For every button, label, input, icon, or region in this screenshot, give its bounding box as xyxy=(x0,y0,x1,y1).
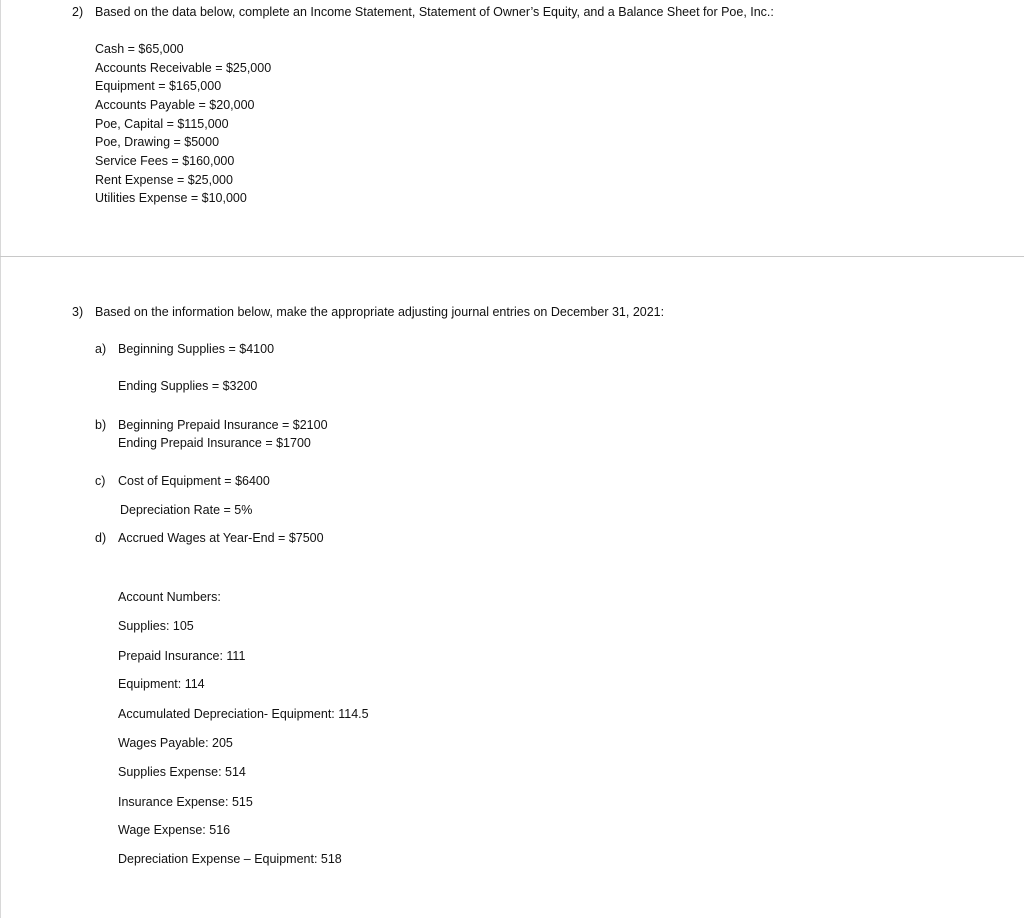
data-item-equipment: Equipment = $165,000 xyxy=(95,79,222,93)
question-3-number: 3) xyxy=(72,305,84,319)
data-item-rent-expense: Rent Expense = $25,000 xyxy=(95,173,233,187)
account-supplies: Supplies: 105 xyxy=(118,619,194,633)
account-numbers-heading: Account Numbers: xyxy=(118,590,221,604)
part-a-ending-supplies: Ending Supplies = $3200 xyxy=(118,379,258,393)
question-3-prompt: Based on the information below, make the appropriate adjusting journal entries on December 31, 2021: xyxy=(95,305,665,319)
data-item-poe-capital: Poe, Capital = $115,000 xyxy=(95,117,229,131)
part-d-label: d) xyxy=(95,531,107,545)
account-insurance-expense: Insurance Expense: 515 xyxy=(118,795,253,809)
account-prepaid-insurance: Prepaid Insurance: 111 xyxy=(118,649,246,663)
part-d-accrued-wages: Accrued Wages at Year-End = $7500 xyxy=(118,531,324,545)
account-supplies-expense: Supplies Expense: 514 xyxy=(118,765,246,779)
data-item-service-fees: Service Fees = $160,000 xyxy=(95,154,235,168)
account-equipment: Equipment: 114 xyxy=(118,677,205,691)
part-b-beginning-prepaid: Beginning Prepaid Insurance = $2100 xyxy=(118,418,328,432)
data-item-utilities-expense: Utilities Expense = $10,000 xyxy=(95,191,247,205)
part-c-label: c) xyxy=(95,474,106,488)
part-c-cost-of-equipment: Cost of Equipment = $6400 xyxy=(118,474,270,488)
part-b-label: b) xyxy=(95,418,107,432)
question-2-number: 2) xyxy=(72,5,84,19)
part-b-ending-prepaid: Ending Prepaid Insurance = $1700 xyxy=(118,436,311,450)
part-c-depreciation-rate: Depreciation Rate = 5% xyxy=(120,503,253,517)
data-item-cash: Cash = $65,000 xyxy=(95,42,184,56)
part-a-beginning-supplies: Beginning Supplies = $4100 xyxy=(118,342,275,356)
account-accumulated-depreciation: Accumulated Depreciation- Equipment: 114.5 xyxy=(118,707,369,721)
data-item-poe-drawing: Poe, Drawing = $5000 xyxy=(95,135,220,149)
question-2-prompt: Based on the data below, complete an Income Statement, Statement of Owner’s Equity, and a Balance Sheet for Poe, Inc.: xyxy=(95,5,774,19)
data-item-accounts-payable: Accounts Payable = $20,000 xyxy=(95,98,255,112)
data-item-accounts-receivable: Accounts Receivable = $25,000 xyxy=(95,61,272,75)
page-left-border xyxy=(0,0,1,918)
part-a-label: a) xyxy=(95,342,107,356)
account-depreciation-expense: Depreciation Expense – Equipment: 518 xyxy=(118,852,342,866)
account-wage-expense: Wage Expense: 516 xyxy=(118,823,231,837)
account-wages-payable: Wages Payable: 205 xyxy=(118,736,233,750)
page-divider xyxy=(0,256,1024,257)
